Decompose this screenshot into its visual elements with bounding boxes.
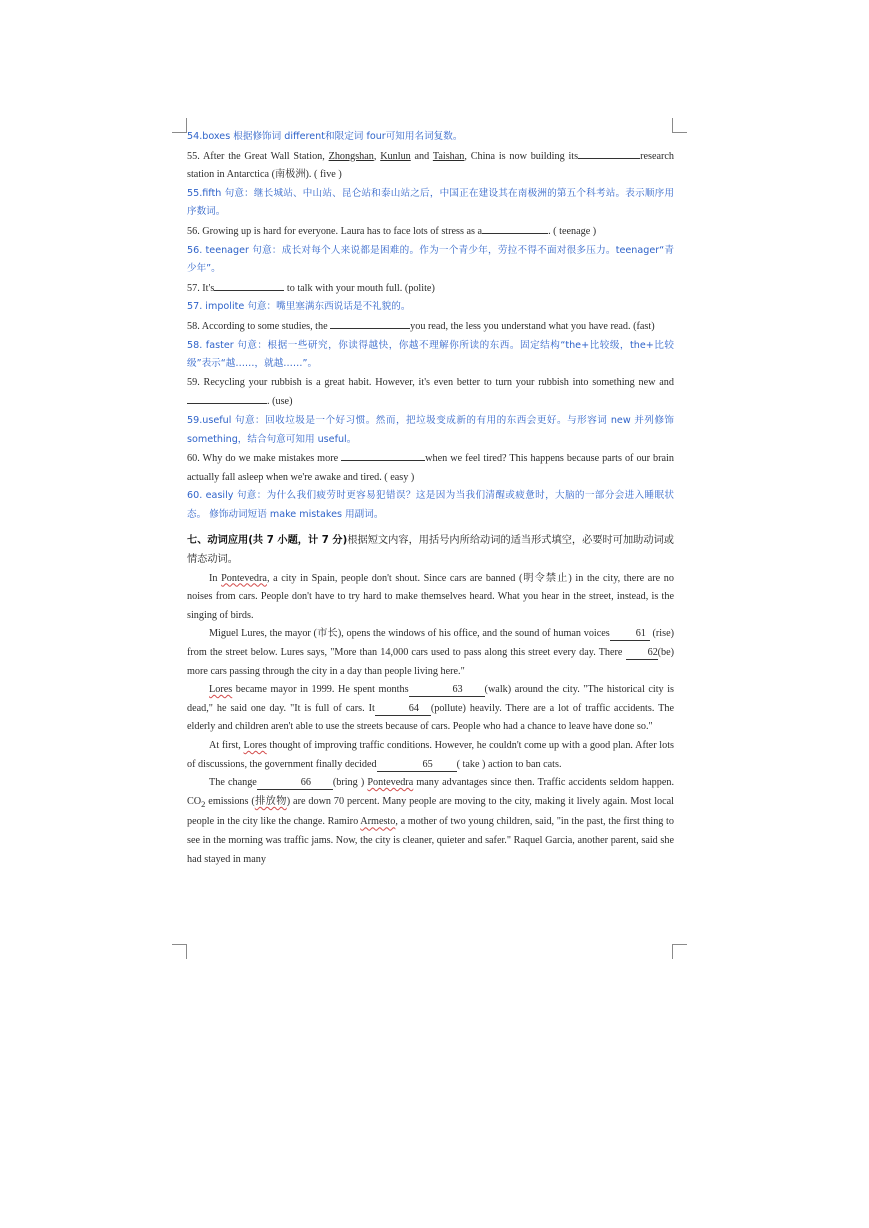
answer-blank[interactable]: [330, 317, 410, 329]
place-name: Taishan: [432, 150, 465, 162]
answer-55: 55.fifth 句意：继长城站、中山站、昆仑站和泰山站之后，中国正在建设其在南极洲的第五个科考站。表示顺序用序数词。: [187, 187, 674, 218]
question-58: 58. According to some studies, the you read, the less you understand what you have read. (fast): [187, 317, 674, 337]
proper-noun: Lores: [243, 740, 267, 751]
passage-paragraph-3: Lores became mayor in 1999. He spent months 63 (walk) around the city. "The historical city is dead," he said one day. "It is full of cars. It 64 (pollute) heavily. There are a lot of traffic accidents. The elderly and children aren't able to use the streets because of cars. People who had a chance to leave have done so.": [187, 684, 674, 733]
blank-66[interactable]: 66: [257, 777, 333, 790]
blank-62[interactable]: 62: [626, 647, 658, 660]
question-55: 55. After the Great Wall Station, Zhongshan, Kunlun and Taishan, China is now building its research station in Antarctica (南极洲). ( five ): [187, 147, 674, 185]
answer-blank[interactable]: [187, 392, 267, 404]
section-heading: [187, 532, 674, 569]
answer-57: 57. impolite 句意：嘴里塞满东西说话是不礼貌的。: [187, 301, 411, 313]
proper-noun: Armesto: [360, 816, 396, 828]
answer-blank[interactable]: [341, 449, 425, 461]
question-60: 60. Why do we make mistakes more when we feel tired? This happens because parts of our brain actually fall asleep when we're awake and tired. ( easy ): [187, 449, 674, 487]
passage-paragraph-2: Miguel Lures, the mayor (市长), opens the windows of his office, and the sound of human voices 61 (rise) from the street below. Lures says, "More than 14,000 cars used to pass along this street every day. There 62(be) more cars passing through the city in a day than people living here.": [187, 628, 675, 677]
blank-63[interactable]: 63: [409, 684, 485, 697]
blank-64[interactable]: 64: [375, 703, 431, 716]
answer-56: 56. teenager 句意：成长对每个人来说都是困难的。作为一个青少年，劳拉不得不面对很多压力。teenager“青少年”。: [187, 244, 674, 275]
passage-paragraph-1: In Pontevedra, a city in Spain, people don't shout. Since cars are banned (明令禁止) in the city, there are no noises from cars. People don't have to try hard to make themselves heard. What you hear in the street, instead, is the singing of birds.: [187, 572, 674, 621]
blank-65[interactable]: 65: [377, 759, 457, 772]
passage-paragraph-5: The change 66 (bring ) Pontevedra many advantages since then. Traffic accidents seldom happen. $CO_2$ emissions (排放物) are down 70 percent. Many people are moving to the city, making it lively again. Most local people in the city like the change. Ramiro Armesto, a mother of two young children, said, "in the past, the first thing to see in the morning was traffic jams. Now, the city is cleaner, quieter and safer." Raquel Garcia, another parent, said she had stayed in many: [187, 777, 675, 865]
proper-noun: Pontevedra: [221, 572, 267, 584]
answer-59: 59.useful 句意：回收垃圾是一个好习惯。然而，把垃圾变成新的有用的东西会更好。与形容词 new 并列修饰 something，结合句意可知用 useful。: [187, 414, 674, 445]
section-title: 七、动词应用(共 7 小题，计 7 分): [187, 535, 348, 547]
proper-noun: Pontevedra: [367, 777, 414, 789]
place-name: Zhongshan: [328, 150, 374, 162]
place-name: Kunlun: [380, 150, 411, 162]
answer-blank[interactable]: [578, 147, 640, 159]
answer-blank[interactable]: [214, 279, 284, 291]
crop-mark-bottom-left: [172, 944, 187, 959]
answer-58: 58. faster 句意：根据一些研究，你读得越快，你越不理解你所读的东西。固定结构“the+比较级，the+比较级”表示“越……，就越……”。: [187, 339, 674, 370]
answer-blank[interactable]: [482, 222, 548, 234]
document-content: [187, 128, 674, 869]
answer-54: 54.boxes 根据修饰词 different和限定词 four可知用名词复数。: [187, 131, 463, 142]
section-instruction: 根据短文内容，用括号内所给动词的适当形式填空，必要时可加助动词或情态动词。: [187, 535, 674, 566]
question-56: 56. Growing up is hard for everyone. Laura has to face lots of stress as a . ( teenage ): [187, 222, 674, 242]
blank-61[interactable]: 61: [610, 628, 650, 641]
crop-mark-top-left: [172, 118, 187, 133]
crop-mark-bottom-right: [672, 944, 687, 959]
answer-60: 60. easily 句意：为什么我们疲劳时更容易犯错误？这是因为当我们清醒或疲惫时，大脑的一部分会进入睡眠状态。 修饰动词短语 make mistakes 用副词。: [187, 490, 674, 520]
question-57: 57. It's to talk with your mouth full. (polite): [187, 279, 674, 299]
gloss-term: 排放物: [254, 795, 287, 807]
passage-paragraph-4: At first, Lores thought of improving traffic conditions. However, he couldn't come up with a good plan. After lots of discussions, the government finally decided 65 ( take ) action to ban cats.: [187, 740, 674, 770]
crop-mark-top-right: [672, 118, 687, 133]
question-59: 59. Recycling your rubbish is a great habit. However, it's even better to turn your rubbish into something new and. (use): [187, 376, 674, 408]
proper-noun: Lores: [209, 684, 233, 696]
